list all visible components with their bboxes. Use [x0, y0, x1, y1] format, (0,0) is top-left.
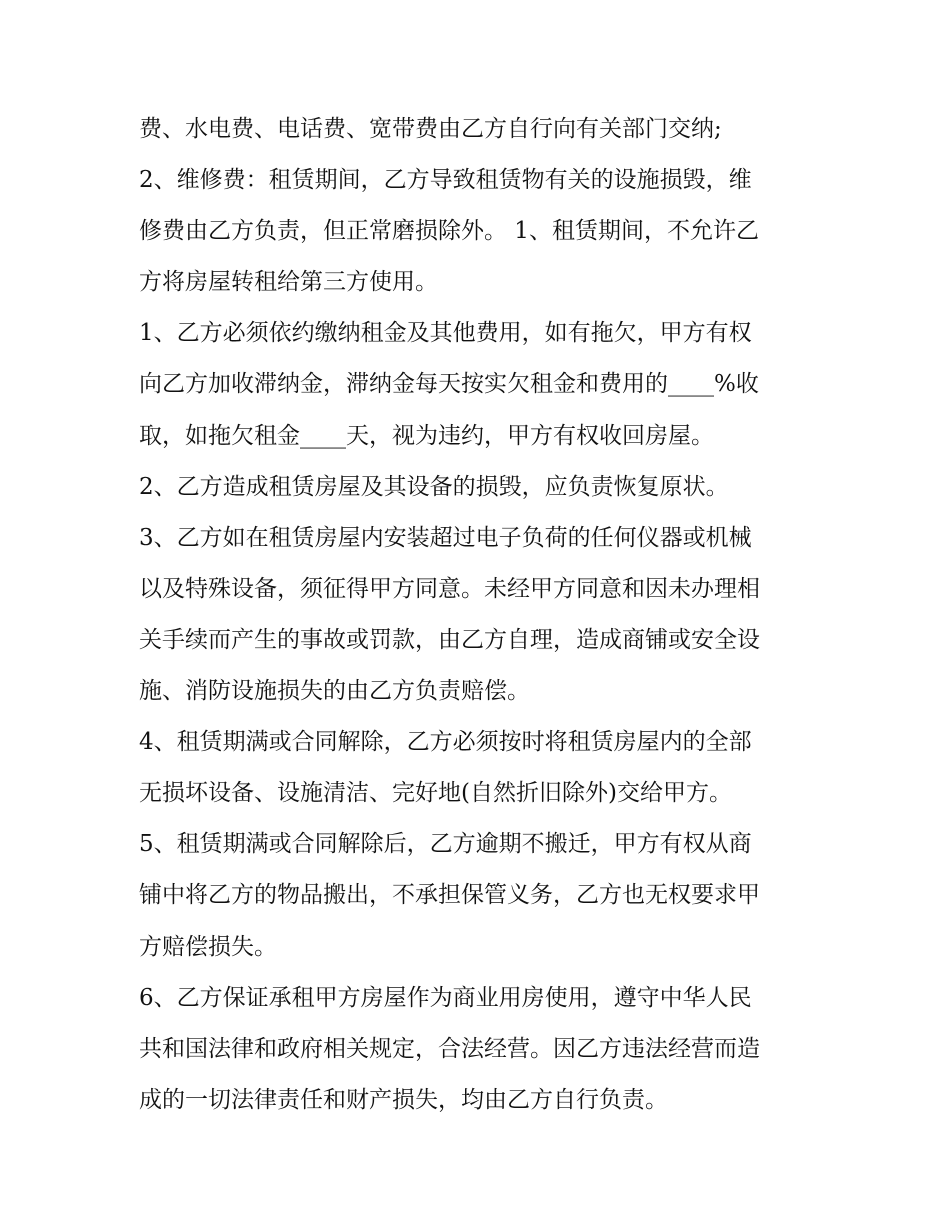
text-line: 以及特殊设备，须征得甲方同意。未经甲方同意和因未办理相	[139, 575, 760, 602]
document-body	[139, 104, 819, 1126]
text-line: 5、租赁期满或合同解除后，乙方逾期不搬迁，甲方有权从商	[139, 831, 752, 858]
text-line: 方赔偿损失。	[139, 933, 277, 960]
text-line: 修费由乙方负责，但正常磨损除外。 1、租赁期间，不允许乙	[139, 218, 759, 245]
text-line: 关手续而产生的事故或罚款，由乙方自理，造成商铺或安全设	[139, 626, 760, 653]
text-line: 6、乙方保证承租甲方房屋作为商业用房使用，遵守中华人民	[139, 984, 752, 1011]
text-line: 铺中将乙方的物品搬出，不承担保管义务，乙方也无权要求甲	[139, 882, 760, 909]
text-line: 3、乙方如在租赁房屋内安装超过电子负荷的任何仪器或机械	[139, 524, 752, 551]
text-line: 4、租赁期满或合同解除，乙方必须按时将租赁房屋内的全部	[139, 729, 752, 756]
text-line: 向乙方加收滞纳金，滞纳金每天按实欠租金和费用的____%收	[139, 371, 759, 398]
text-line: 1、乙方必须依约缴纳租金及其他费用，如有拖欠，甲方有权	[139, 320, 752, 347]
text-line: 方将房屋转租给第三方使用。	[139, 269, 438, 296]
text-line: 施、消防设施损失的由乙方负责赔偿。	[139, 678, 530, 705]
text-line: 无损坏设备、设施清洁、完好地(自然折旧除外)交给甲方。	[139, 780, 732, 807]
text-line: 2、维修费：租赁期间，乙方导致租赁物有关的设施损毁，维	[139, 167, 752, 194]
text-line: 取，如拖欠租金____天，视为违约，甲方有权收回房屋。	[139, 422, 714, 449]
text-line: 费、水电费、电话费、宽带费由乙方自行向有关部门交纳;	[139, 116, 722, 142]
text-line: 成的一切法律责任和财产损失，均由乙方自行负责。	[139, 1086, 668, 1113]
text-line: 2、乙方造成租赁房屋及其设备的损毁，应负责恢复原状。	[139, 473, 729, 500]
text-line: 共和国法律和政府相关规定，合法经营。因乙方违法经营而造	[139, 1035, 760, 1062]
